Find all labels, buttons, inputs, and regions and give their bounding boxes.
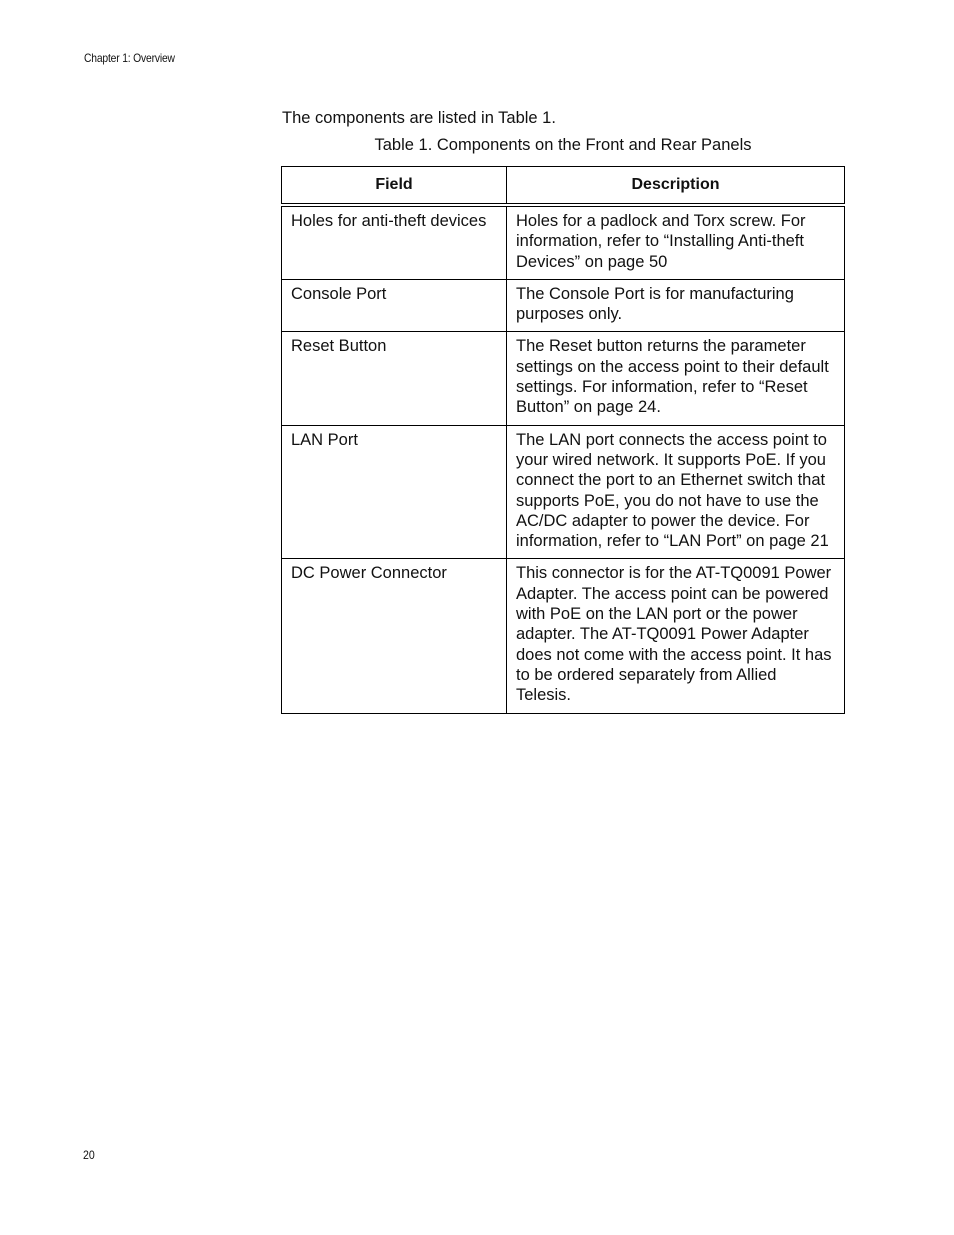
table-row bbox=[282, 332, 845, 425]
description-cell: The LAN port connects the access point to your wired network. It supports PoE. If you connect the port to an Ethernet switch that supports PoE, you do not have to use the AC/DC adapter to power the device. For information, refer to “LAN Port” on page 21 bbox=[507, 425, 845, 559]
description-cell: This connector is for the AT-TQ0091 Power Adapter. The access point can be powered with PoE on the LAN port or the power adapter. The AT-TQ0091 Power Adapter does not come with the access point. It has to be ordered separately from Allied Telesis. bbox=[507, 559, 845, 713]
components-table bbox=[281, 166, 845, 714]
table-row bbox=[282, 425, 845, 559]
table-row bbox=[282, 279, 845, 332]
field-cell: Holes for anti-theft devices bbox=[282, 205, 507, 279]
table-row bbox=[282, 559, 845, 713]
page-number: 20 bbox=[83, 1148, 95, 1162]
table-header-row bbox=[282, 167, 845, 206]
description-cell: The Reset button returns the parameter settings on the access point to their default settings. For information, refer to “Reset Button” on page 24. bbox=[507, 332, 845, 425]
field-cell: Console Port bbox=[282, 279, 507, 332]
field-cell: Reset Button bbox=[282, 332, 507, 425]
description-cell: The Console Port is for manufacturing purposes only. bbox=[507, 279, 845, 332]
table-row bbox=[282, 205, 845, 279]
column-header-description: Description bbox=[507, 167, 845, 206]
column-header-field: Field bbox=[282, 167, 507, 206]
table-caption: Table 1. Components on the Front and Rear Panels bbox=[374, 136, 752, 154]
running-header: Chapter 1: Overview bbox=[84, 51, 175, 65]
intro-paragraph: The components are listed in Table 1. bbox=[282, 109, 556, 127]
field-cell: DC Power Connector bbox=[282, 559, 507, 713]
description-cell: Holes for a padlock and Torx screw. For information, refer to “Installing Anti-theft Devices” on page 50 bbox=[507, 205, 845, 279]
field-cell: LAN Port bbox=[282, 425, 507, 559]
